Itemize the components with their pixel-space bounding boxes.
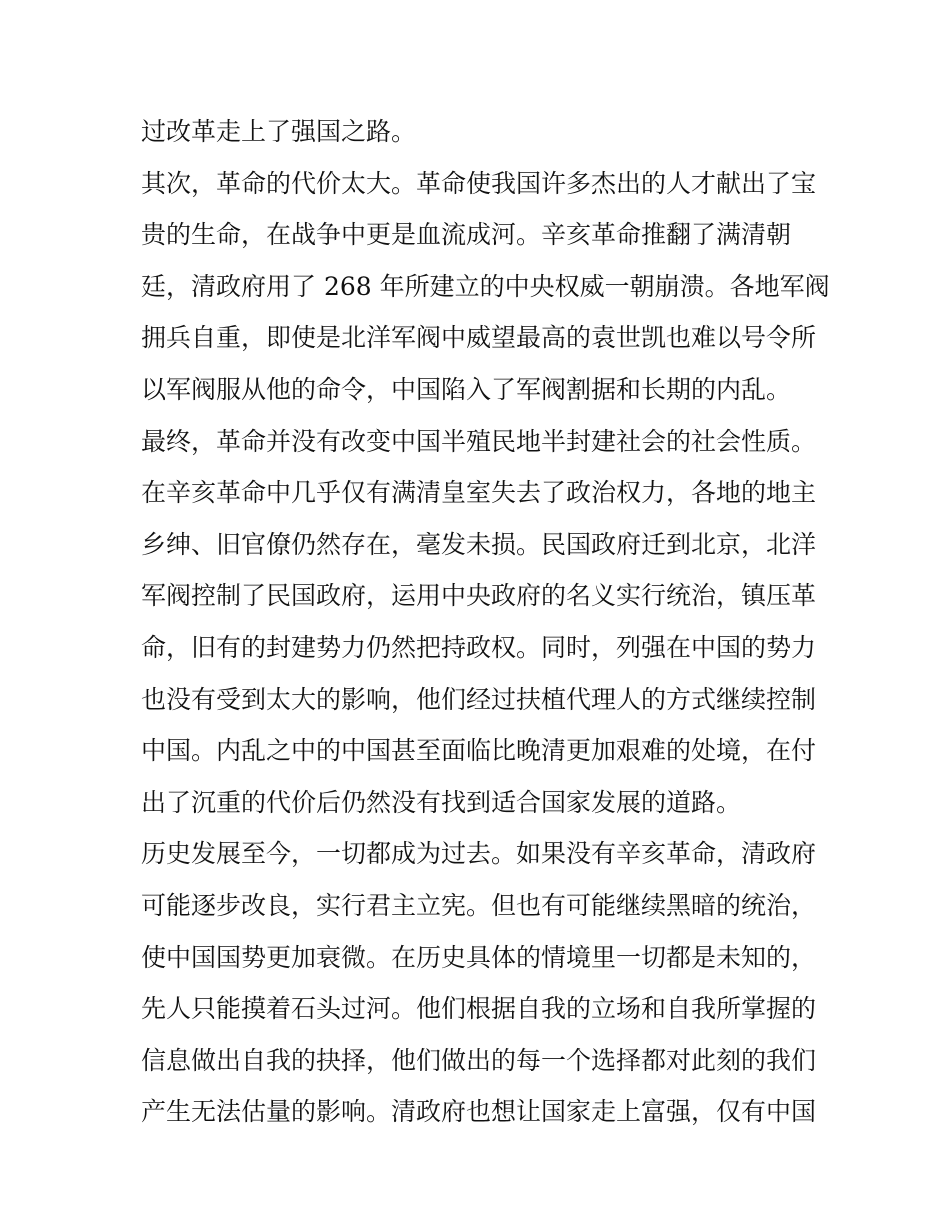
text-line: 出了沉重的代价后仍然没有找到适合国家发展的道路。 bbox=[141, 787, 742, 817]
text-line: 历史发展至今，一切都成为过去。如果没有辛亥革命，清政府 bbox=[141, 839, 817, 869]
text-line: 中国。内乱之中的中国甚至面临比晚清更加艰难的处境，在付 bbox=[141, 736, 817, 766]
text-line: 可能逐步改良，实行君主立宪。但也有可能继续黑暗的统治， bbox=[141, 890, 817, 920]
text-line: 军阀控制了民国政府，运用中央政府的名义实行统治，镇压革 bbox=[141, 581, 817, 611]
text-line: 其次，革命的代价太大。革命使我国许多杰出的人才献出了宝 bbox=[141, 168, 817, 198]
text-line: 乡绅、旧官僚仍然存在，毫发未损。民国政府迁到北京，北洋 bbox=[141, 529, 817, 559]
text-line: 拥兵自重，即使是北洋军阀中威望最高的袁世凯也难以号令所 bbox=[141, 323, 817, 353]
text-line: 命，旧有的封建势力仍然把持政权。同时，列强在中国的势力 bbox=[141, 632, 817, 662]
text-line: 先人只能摸着石头过河。他们根据自我的立场和自我所掌握的 bbox=[141, 994, 817, 1024]
text-line: 最终，革命并没有改变中国半殖民地半封建社会的社会性质。 bbox=[141, 426, 817, 456]
text-line: 信息做出自我的抉择，他们做出的每一个选择都对此刻的我们 bbox=[141, 1045, 817, 1075]
text-line: 使中国国势更加衰微。在历史具体的情境里一切都是未知的， bbox=[141, 942, 817, 972]
text-line: 在辛亥革命中几乎仅有满清皇室失去了政治权力，各地的地主 bbox=[141, 478, 817, 508]
text-line: 廷，清政府用了 268 年所建立的中央权威一朝崩溃。各地军阀 bbox=[141, 271, 830, 301]
text-line: 过改革走上了强国之路。 bbox=[141, 117, 417, 146]
text-line: 也没有受到太大的影响，他们经过扶植代理人的方式继续控制 bbox=[141, 684, 817, 714]
text-line: 以军阀服从他的命令，中国陷入了军阀割据和长期的内乱。 bbox=[141, 374, 792, 404]
document-body bbox=[141, 106, 830, 1138]
text-line: 贵的生命，在战争中更是血流成河。辛亥革命推翻了满清朝 bbox=[141, 220, 792, 250]
text-line: 产生无法估量的影响。清政府也想让国家走上富强，仅有中国 bbox=[141, 1097, 817, 1127]
